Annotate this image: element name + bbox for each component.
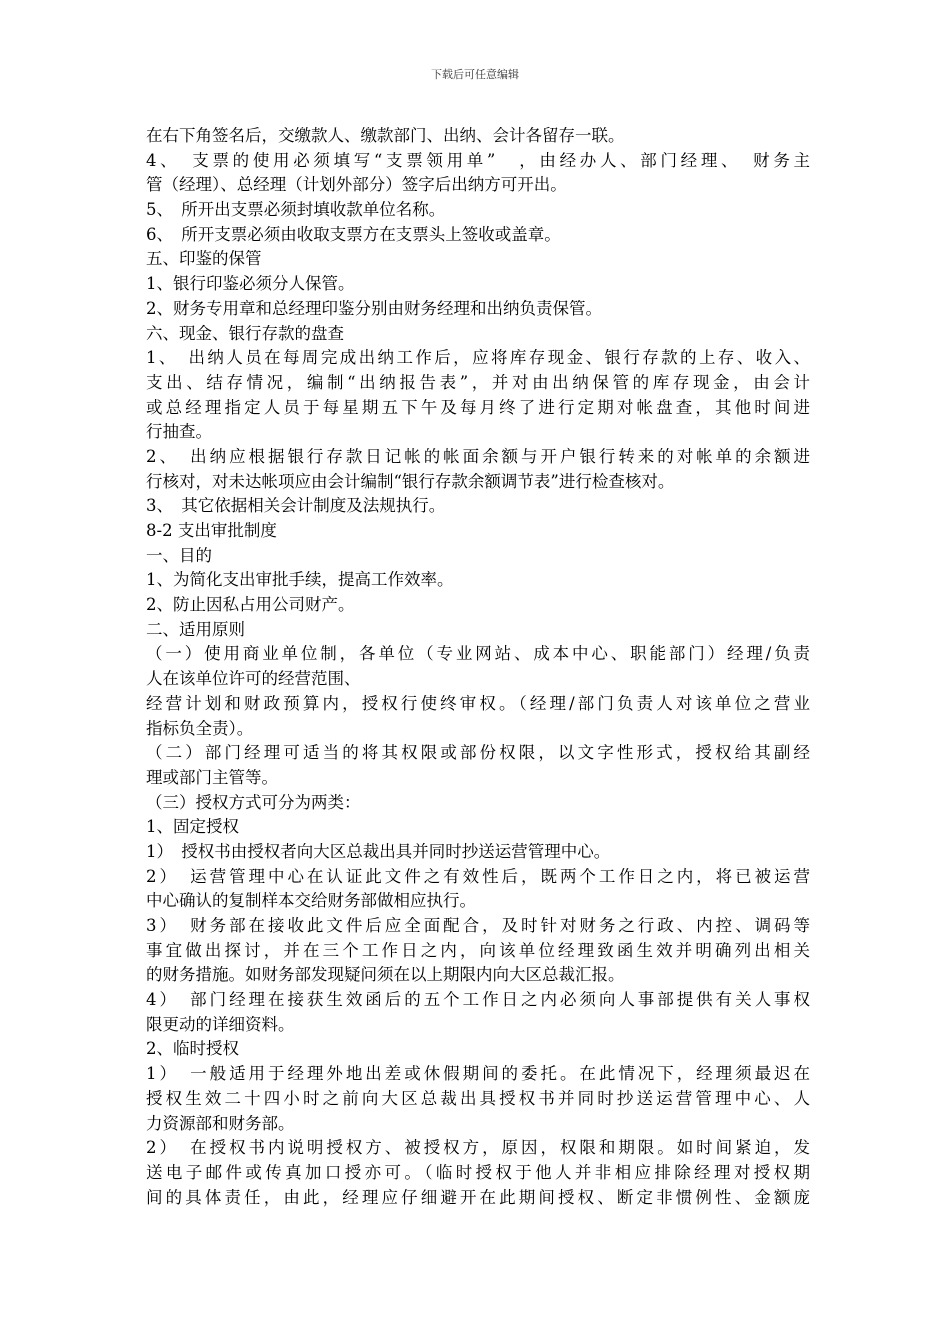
text-line: 或总经理指定人员于每星期五下午及每月终了进行定期对帐盘查，其他时间进 (146, 397, 810, 417)
text-line: 3、 其它依据相关会计制度及法规执行。 (146, 496, 446, 516)
text-line: 1、固定授权 (146, 817, 239, 837)
text-line: （三）授权方式可分为两类： (146, 792, 361, 812)
document-body (146, 124, 810, 1210)
text-line: 支出、结存情况，编制“出纳报告表”，并对由出纳保管的库存现金，由会计 (146, 372, 810, 392)
text-line: 五、印鉴的保管 (146, 249, 262, 269)
text-line: 行核对，对未达帐项应由会计编制“银行存款余额调节表”进行检查核对。 (146, 471, 675, 491)
text-line: 1） 一般适用于经理外地出差或休假期间的委托。在此情况下，经理须最迟在 (146, 1064, 810, 1084)
text-line: 送电子邮件或传真加口授亦可。（临时授权于他人并非相应排除经理对授权期 (146, 1162, 810, 1182)
text-line: 4） 部门经理在接获生效函后的五个工作日之内必须向人事部提供有关人事权 (146, 990, 810, 1010)
text-line: 力资源部和财务部。 (146, 1113, 295, 1133)
text-line: 1） 授权书由授权者向大区总裁出具并同时抄送运营管理中心。 (146, 841, 611, 861)
text-line: 六、现金、银行存款的盘查 (146, 323, 344, 343)
page-header: 下载后可任意编辑 (431, 68, 519, 81)
text-line: 指标负全责）。 (146, 718, 254, 738)
text-line: 二、适用原则 (146, 619, 245, 639)
text-line: 授权生效二十四小时之前向大区总裁出具授权书并同时抄送运营管理中心、人 (146, 1088, 810, 1108)
text-line: 1、 出纳人员在每周完成出纳工作后，应将库存现金、银行存款的上存、收入、 (146, 348, 810, 368)
text-line: 中心确认的复制样本交给财务部做相应执行。 (146, 891, 476, 911)
text-line: 管（经理）、总经理（计划外部分）签字后出纳方可开出。 (146, 175, 567, 195)
text-line: 经营计划和财政预算内，授权行使终审权。（经理/部门负责人对该单位之营业 (146, 693, 810, 713)
text-line: 2、财务专用章和总经理印鉴分别由财务经理和出纳负责保管。 (146, 298, 602, 318)
text-line: 4、 支票的使用必须填写“支票领用单” ，由经办人、部门经理、 财务主 (146, 150, 810, 170)
text-line: 的财务措施。如财务部发现疑问须在以上期限内向大区总裁汇报。 (146, 965, 625, 985)
text-line: 1、银行印鉴必须分人保管。 (146, 274, 355, 294)
text-line: 人在该单位许可的经营范围、 (146, 669, 361, 689)
text-line: 2） 在授权书内说明授权方、被授权方，原因，权限和期限。如时间紧迫，发 (146, 1138, 810, 1158)
text-line: 5、 所开出支票必须封填收款单位名称。 (146, 200, 446, 220)
text-line: 在右下角签名后，交缴款人、缴款部门、出纳、会计各留存一联。 (146, 126, 625, 145)
text-line: （二）部门经理可适当的将其权限或部份权限，以文字性形式，授权给其副经 (146, 743, 810, 763)
text-line: （一）使用商业单位制，各单位（专业网站、成本中心、职能部门）经理/负责 (146, 644, 810, 664)
text-line: 6、 所开支票必须由收取支票方在支票头上签收或盖章。 (146, 224, 561, 244)
text-line: 行抽查。 (146, 422, 212, 442)
text-line: 3） 财务部在接收此文件后应全面配合，及时针对财务之行政、内控、调码等 (146, 916, 810, 935)
text-line: 理或部门主管等。 (146, 767, 278, 787)
text-line: 2、临时授权 (146, 1039, 239, 1059)
text-line: 1、为简化支出审批手续，提高工作效率。 (146, 570, 454, 590)
text-line: 2、防止因私占用公司财产。 (146, 595, 355, 615)
text-line: 事宜做出探讨，并在三个工作日之内，向该单位经理致函生效并明确列出相关 (146, 940, 810, 960)
text-line: 间的具体责任，由此，经理应仔细避开在此期间授权、断定非惯例性、金额庞 (146, 1187, 810, 1207)
text-line: 限更动的详细资料。 (146, 1014, 295, 1034)
text-line: 2） 运营管理中心在认证此文件之有效性后，既两个工作日之内，将已被运营 (146, 866, 810, 886)
text-line: 一、目的 (146, 545, 212, 565)
text-line: 8-2 支出审批制度 (146, 521, 277, 540)
text-line: 2、 出纳应根据银行存款日记帐的帐面余额与开户银行转来的对帐单的余额进 (146, 446, 810, 466)
